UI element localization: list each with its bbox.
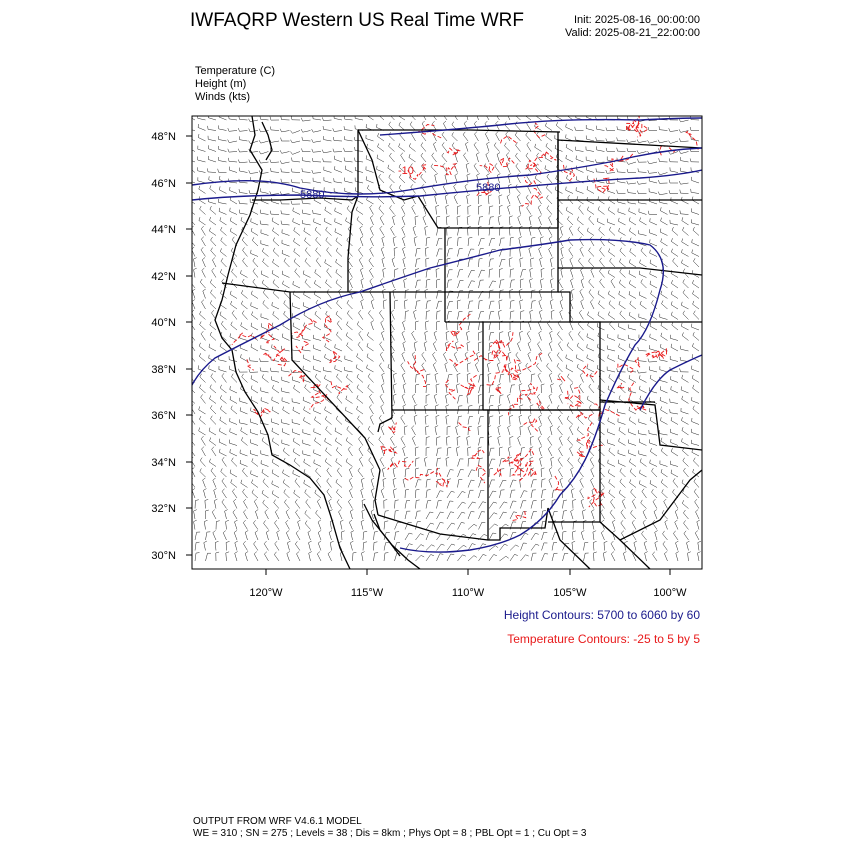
- mt-border: [358, 130, 558, 228]
- lat-label-42: 42°N: [151, 271, 176, 283]
- mexico-line: [548, 508, 650, 569]
- field-winds: Winds (kts): [195, 91, 250, 103]
- temperature-contour-lines: [232, 114, 698, 521]
- ut-co-border: [445, 322, 483, 410]
- lat-label-46: 46°N: [151, 178, 176, 190]
- temperature-contour-legend: Temperature Contours: -25 to 5 by 5: [507, 632, 700, 646]
- model-info-line1: OUTPUT FROM WRF V4.6.1 MODEL: [193, 816, 362, 827]
- ks-ne-border: [558, 292, 702, 322]
- init-time: Init: 2025-08-16_00:00:00: [574, 14, 700, 26]
- lat-label-30: 30°N: [151, 550, 176, 562]
- az-ca-border: [375, 470, 380, 515]
- lon-label-105: 105°W: [553, 587, 587, 599]
- lat-label-38: 38°N: [151, 364, 176, 376]
- valid-time: Valid: 2025-08-21_22:00:00: [565, 27, 700, 39]
- lon-label-115: 115°W: [350, 587, 384, 599]
- 42n-border: [222, 283, 445, 292]
- lat-label-32: 32°N: [151, 503, 176, 515]
- contour-label-5880-east: 5880: [476, 182, 501, 194]
- lat-label-36: 36°N: [151, 410, 176, 422]
- lat-label-48: 48°N: [151, 131, 176, 143]
- lon-label-100: 100°W: [653, 587, 687, 599]
- map-title: IWFAQRP Western US Real Time WRF: [190, 10, 524, 31]
- model-info-line2: WE = 310 ; SN = 275 ; Levels = 38 ; Dis = 8km ; Phys Opt = 8 ; PBL Opt = 1 ; Cu Opt = 3: [193, 828, 587, 839]
- lat-label-40: 40°N: [151, 317, 176, 329]
- field-height: Height (m): [195, 78, 247, 90]
- co-border: [483, 322, 600, 410]
- temperature-contours: [232, 114, 698, 521]
- mt-north: [358, 130, 560, 132]
- gulf-coast-east: [364, 504, 400, 556]
- lat-label-34: 34°N: [151, 457, 176, 469]
- height-contour-legend: Height Contours: 5700 to 6060 by 60: [503, 608, 700, 622]
- lon-label-110: 110°W: [451, 587, 485, 599]
- rio-grande: [600, 470, 702, 540]
- lon-label-120: 120°W: [249, 587, 283, 599]
- lat-label-44: 44°N: [151, 224, 176, 236]
- tx-border: [600, 400, 702, 450]
- ne-border: [558, 268, 702, 275]
- field-temperature: Temperature (C): [195, 65, 276, 77]
- gulf-coast: [374, 514, 420, 569]
- contour-label-temp: -10: [398, 165, 414, 177]
- axis-ticks: [186, 136, 670, 575]
- contour-label-5880-west: 5880: [300, 189, 325, 201]
